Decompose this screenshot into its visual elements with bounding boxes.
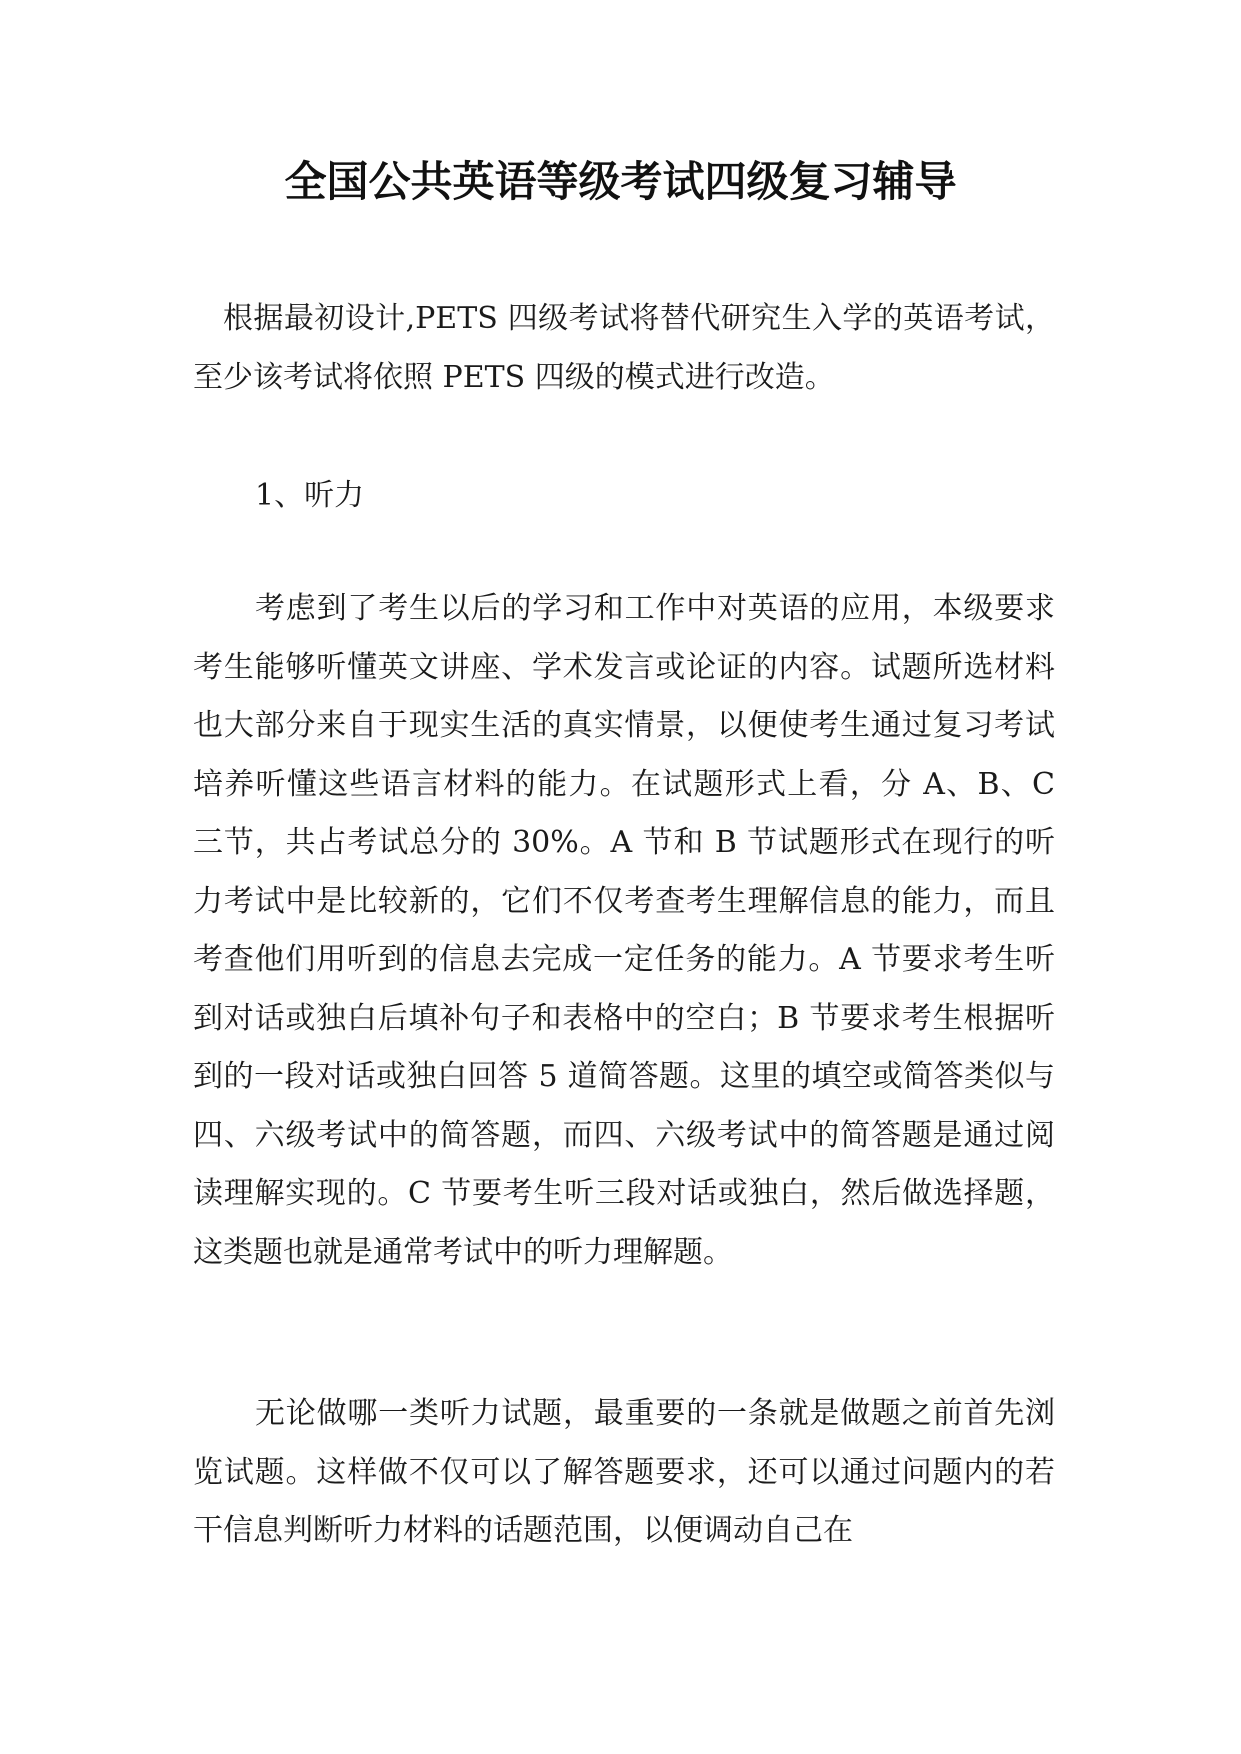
document-title: 全国公共英语等级考试四级复习辅导 — [284, 157, 957, 206]
listening-description-paragraph: 考虑到了考生以后的学习和工作中对英语的应用，本级要求考生能够听懂英文讲座、学术发言或论证的内容。试题所选材料也大部分来自于现实生活的真实情景，以便使考生通过复习考试培养听懂这些语言材料的能力。在试题形式上看，分 A、B、C 三节，共占考试总分的 30%。A 节和 B 节试题形式在现行的听力考试中是比较新的，它们不仅考查考生理解信息的能力，而且考查他们用听到的信息去完成一定任务的能力。A 节要求考生听到对话或独白后填补句子和表格中的空白；B 节要求考生根据听到的一段对话或独白回答 5 道简答题。这里的填空或简答类似与四、六级考试中的简答题，而四、六级考试中的简答题是通过阅读理解实现的。C 节要考生听三段对话或独白，然后做选择题，这类题也就是通常考试中的听力理解题。 — [193, 591, 1055, 1270]
intro-paragraph: 根据最初设计,PETS 四级考试将替代研究生入学的英语考试，至少该考试将依照 PETS 四级的模式进行改造。 — [193, 301, 1055, 395]
listening-advice-paragraph: 无论做哪一类听力试题，最重要的一条就是做题之前首先浏览试题。这样做不仅可以了解答题要求，还可以通过问题内的若干信息判断听力材料的话题范围，以便调动自己在 — [193, 1396, 1055, 1548]
section-heading-listening: 1、听力 — [255, 478, 365, 513]
